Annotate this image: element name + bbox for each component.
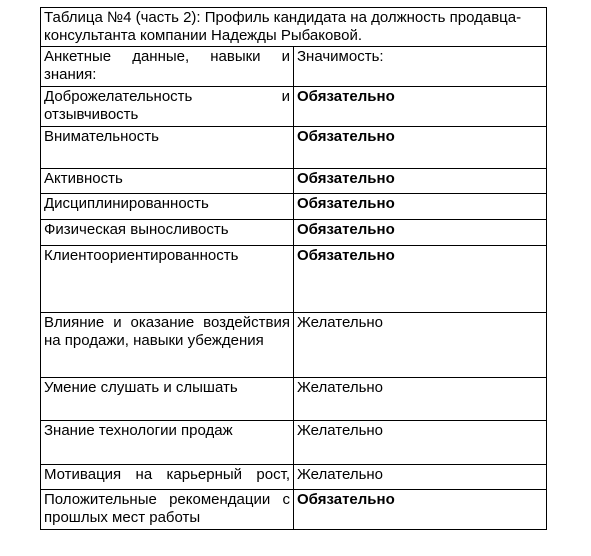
significance-cell: Обязательно bbox=[294, 127, 547, 169]
significance-cell: Желательно bbox=[294, 421, 547, 465]
significance-cell: Обязательно bbox=[294, 490, 547, 530]
header-traits: Анкетные данные, навыки и знания: bbox=[41, 47, 294, 87]
trait-cell: Внимательность bbox=[41, 127, 294, 169]
table-row bbox=[41, 246, 547, 313]
trait-cell: Активность bbox=[41, 169, 294, 194]
table-row bbox=[41, 169, 547, 194]
header-significance: Значимость: bbox=[294, 47, 547, 87]
table-row bbox=[41, 490, 547, 530]
trait-cell: Влияние и оказание воздействия на продажи, навыки убеждения bbox=[41, 313, 294, 378]
significance-cell: Желательно bbox=[294, 465, 547, 490]
table-row bbox=[41, 378, 547, 421]
table-row bbox=[41, 220, 547, 246]
table-row bbox=[41, 127, 547, 169]
significance-cell: Желательно bbox=[294, 313, 547, 378]
table-caption: Таблица №4 (часть 2): Профиль кандидата на должность продавца-консультанта компании Надежды Рыбаковой. bbox=[41, 8, 547, 47]
trait-cell: Мотивация на карьерный рост, bbox=[41, 465, 294, 490]
trait-cell: Клиентоориентированность bbox=[41, 246, 294, 313]
significance-cell: Обязательно bbox=[294, 87, 547, 127]
candidate-profile-table bbox=[40, 7, 547, 530]
trait-cell: Умение слушать и слышать bbox=[41, 378, 294, 421]
table-row bbox=[41, 421, 547, 465]
table-header-row bbox=[41, 47, 547, 87]
table-row bbox=[41, 87, 547, 127]
significance-cell: Обязательно bbox=[294, 220, 547, 246]
trait-cell: Физическая выносливость bbox=[41, 220, 294, 246]
significance-cell: Обязательно bbox=[294, 246, 547, 313]
significance-cell: Обязательно bbox=[294, 169, 547, 194]
table-row bbox=[41, 194, 547, 220]
trait-cell: Знание технологии продаж bbox=[41, 421, 294, 465]
table-row bbox=[41, 465, 547, 490]
significance-cell: Желательно bbox=[294, 378, 547, 421]
significance-cell: Обязательно bbox=[294, 194, 547, 220]
trait-cell: Доброжелательность и отзывчивость bbox=[41, 87, 294, 127]
trait-cell: Положительные рекомендации с прошлых мест работы bbox=[41, 490, 294, 530]
table-row bbox=[41, 313, 547, 378]
table-caption-row bbox=[41, 8, 547, 47]
trait-cell: Дисциплинированность bbox=[41, 194, 294, 220]
